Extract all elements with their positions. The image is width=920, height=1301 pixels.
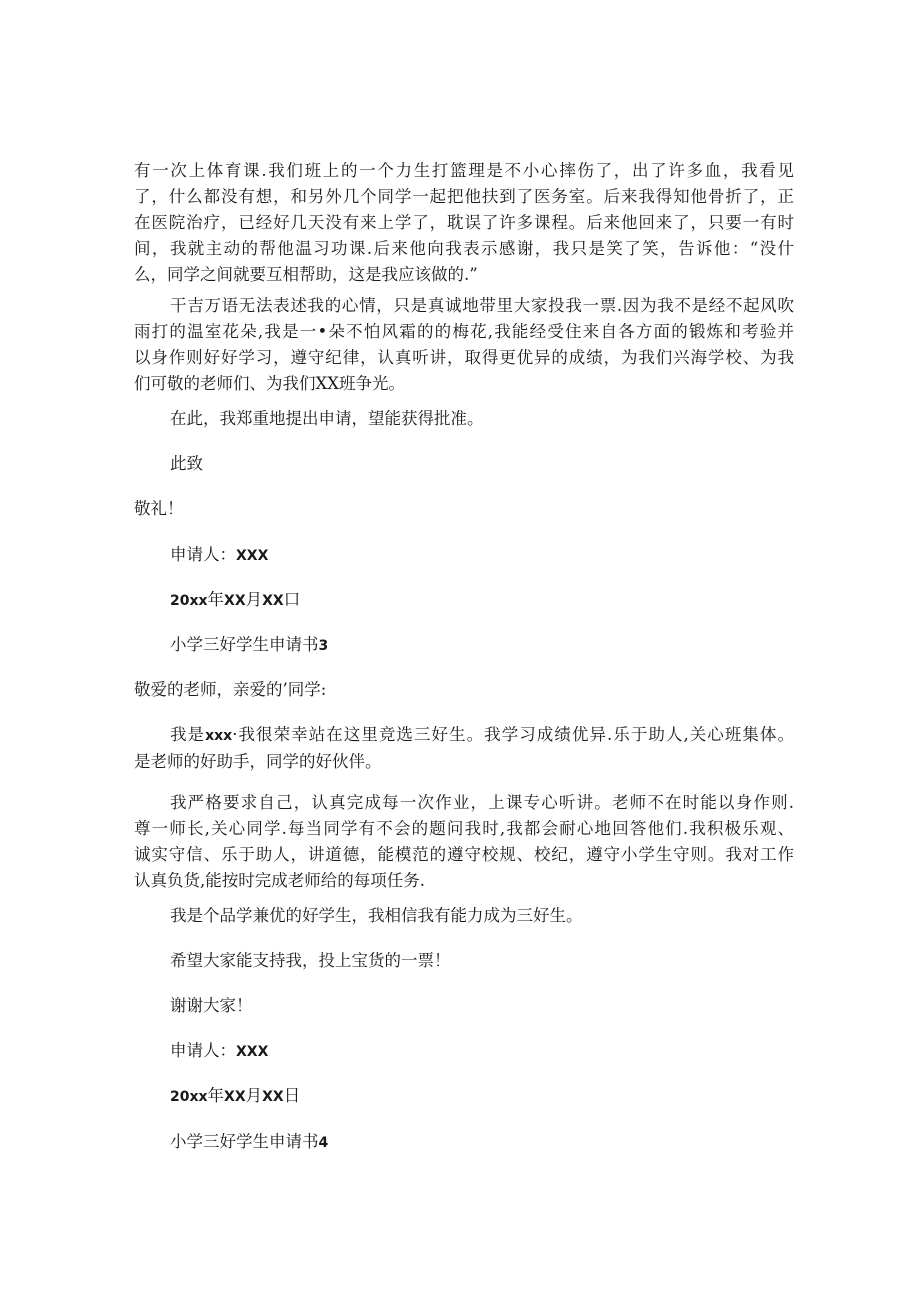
section-title-3 bbox=[170, 632, 328, 659]
paragraph-7 bbox=[134, 790, 794, 894]
paragraph-line: 么，同学之间就要互相帮助，这是我应该做的.” bbox=[134, 265, 478, 284]
paragraph-line: 们可敬的老师们、为我们XX班争光。 bbox=[134, 374, 405, 393]
text-run: ·我很荣幸站在这里竞选三好生。我学习成绩优异.乐于助人,关心班集体。 bbox=[232, 725, 794, 744]
paragraph-line: 有一次上体育课.我们班上的一个力生打篮理是不小心摔伤了，出了许多血，我看见 bbox=[134, 161, 794, 180]
date-line-2 bbox=[170, 1083, 300, 1110]
date-line-1 bbox=[170, 587, 300, 614]
date-day: XX bbox=[262, 1089, 284, 1105]
paragraph-6 bbox=[134, 722, 794, 775]
date-day-unit: 口 bbox=[283, 590, 301, 609]
name-placeholder: xxx bbox=[205, 728, 233, 744]
date-year: 20xx bbox=[170, 593, 208, 609]
date-month: XX bbox=[224, 593, 246, 609]
paragraph-10: 谢谢大家！ bbox=[170, 996, 253, 1015]
paragraph-9: 希望大家能支持我，投上宝货的一票！ bbox=[170, 951, 451, 970]
paragraph-line: 在医院治疗，已经好几天没有来上学了，耽误了许多课程。后来他回来了，只要一有时 bbox=[134, 213, 794, 232]
applicant-line-2 bbox=[170, 1038, 268, 1065]
date-day-unit: 日 bbox=[283, 1086, 301, 1105]
applicant-line-1 bbox=[170, 542, 268, 569]
paragraph-line: 认真负货,能按时完成老师给的每项任务. bbox=[134, 871, 425, 890]
section-title-number: 3 bbox=[318, 638, 329, 654]
date-day: XX bbox=[262, 593, 284, 609]
paragraph-line: 我严格要求自己，认真完成每一次作业，上课专心听讲。老师不在时能以身作则. bbox=[170, 793, 794, 812]
paragraph-3: 在此，我郑重地提出申请，望能获得批准。 bbox=[170, 409, 484, 428]
section-title-text: 小学三好学生申请书 bbox=[170, 1132, 319, 1151]
paragraph-line: 诚实守信、乐于助人，讲道德，能模范的遵守校规、校纪，遵守小学生守则。我对工作 bbox=[134, 845, 794, 864]
paragraph-line: 是老师的好助手，同学的好伙伴。 bbox=[134, 752, 382, 771]
date-year: 20xx bbox=[170, 1089, 208, 1105]
paragraph-line: 干吉万语无法表述我的心情，只是真诚地带里大家投我一票.因为我不是经不起风吹 bbox=[170, 296, 794, 315]
section-title-4 bbox=[170, 1129, 328, 1156]
date-month-unit: 月 bbox=[245, 590, 263, 609]
applicant-label: 申请人： bbox=[170, 1041, 236, 1060]
section-title-number: 4 bbox=[318, 1135, 329, 1151]
paragraph-line: 间，我就主动的帮他温习功课.后来他向我表示感谢，我只是笑了笑，告诉他：“没什 bbox=[134, 239, 794, 258]
date-year-unit: 年 bbox=[207, 1086, 225, 1105]
date-year-unit: 年 bbox=[207, 590, 225, 609]
date-month: XX bbox=[224, 1089, 246, 1105]
paragraph-line: 了，什么都没有想，和另外几个同学一起把他扶到了医务室。后来我得知他骨折了，正 bbox=[134, 187, 794, 206]
closing-phrase: 此致 bbox=[170, 454, 203, 473]
applicant-label: 申请人： bbox=[170, 545, 236, 564]
paragraph-1 bbox=[134, 158, 794, 288]
section-title-text: 小学三好学生申请书 bbox=[170, 635, 319, 654]
paragraph-line: 雨打的温室花朵,我是一•朵不怕风霜的的梅花,我能经受住来自各方面的锻炼和考验并 bbox=[134, 322, 794, 341]
paragraph-2 bbox=[134, 293, 794, 397]
text-run: 我是 bbox=[170, 725, 206, 744]
paragraph-line: 以身作则好好学习，遵守纪律，认真听讲，取得更优异的成绩，为我们兴海学校、为我 bbox=[134, 348, 794, 367]
paragraph-8: 我是个品学兼优的好学生，我相信我有能力成为三好生。 bbox=[170, 906, 583, 925]
date-month-unit: 月 bbox=[245, 1086, 263, 1105]
greeting: 敬爱的老师，亲爱的’同学: bbox=[134, 680, 327, 699]
paragraph-line bbox=[134, 722, 794, 749]
salutation: 敬礼！ bbox=[134, 499, 184, 518]
paragraph-line: 尊一师长,关心同学.每当同学有不会的题问我时,我都会耐心地回答他们.我积极乐观、 bbox=[134, 819, 794, 838]
applicant-name: XXX bbox=[236, 1044, 269, 1060]
applicant-name: XXX bbox=[236, 548, 269, 564]
